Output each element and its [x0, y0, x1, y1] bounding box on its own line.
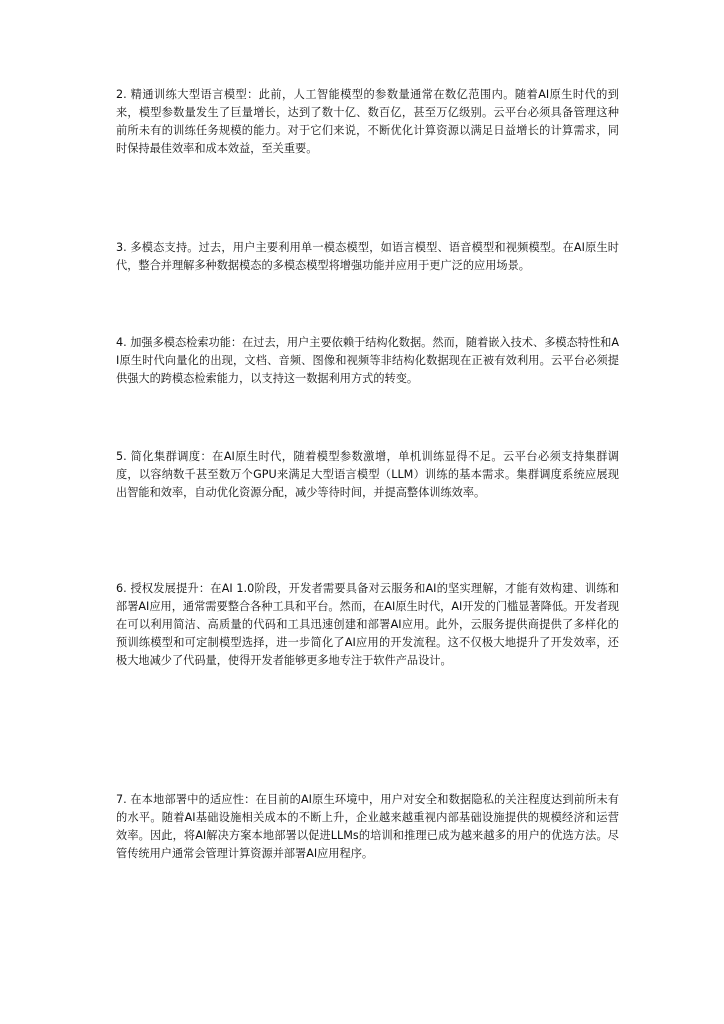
- paragraph-4-multimodal-retrieval: 4. 加强多模态检索功能：在过去，用户主要依赖于结构化数据。然而，随着嵌入技术、多模态特性和AI原生时代向量化的出现，文档、音频、图像和视频等非结构化数据现在正被有效利用。云平台必须提供强大的跨模态检索能力，以支持这一数据利用方式的转变。: [116, 336, 619, 385]
- paragraph-2-training-llm: 2. 精通训练大型语言模型：此前，人工智能模型的参数量通常在数亿范围内。随着AI原生时代的到来，模型参数量发生了巨量增长，达到了数十亿、数百亿，甚至万亿级别。云平台必须具备管理这种前所未有的训练任务规模的能力。对于它们来说，不断优化计算资源以满足日益增长的计算需求，同时保持最佳效率和成本效益，至关重要。: [116, 88, 619, 155]
- paragraph-6-development-empowerment: 6. 授权发展提升：在AI 1.0阶段，开发者需要具备对云服务和AI的坚实理解，才能有效构建、训练和部署AI应用，通常需要整合各种工具和平台。然而，在AI原生时代，AI开发的门槛显著降低。开发者现在可以利用简洁、高质量的代码和工具迅速创建和部署AI应用。此外，云服务提供商提供了多样化的预训练模型和可定制模型选择，进一步简化了AI应用的开发流程。这不仅极大地提升了开发效率，还极大地减少了代码量，使得开发者能够更多地专注于软件产品设计。: [116, 582, 619, 667]
- paragraph-5-cluster-scheduling: 5. 简化集群调度：在AI原生时代，随着模型参数激增，单机训练显得不足。云平台必须支持集群调度，以容纳数千甚至数万个GPU来满足大型语言模型（LLM）训练的基本需求。集群调度系统应展现出智能和效率，自动优化资源分配，减少等待时间，并提高整体训练效率。: [116, 450, 619, 499]
- paragraph-3-multimodal-support: 3. 多模态支持。过去，用户主要利用单一模态模型，如语言模型、语音模型和视频模型。在AI原生时代，整合并理解多种数据模态的多模态模型将增强功能并应用于更广泛的应用场景。: [116, 241, 619, 272]
- paragraph-7-local-deployment: 7. 在本地部署中的适应性：在目前的AI原生环境中，用户对安全和数据隐私的关注程度达到前所未有的水平。随着AI基础设施相关成本的不断上升，企业越来越重视内部基础设施提供的规模经济和运营效率。因此，将AI解决方案本地部署以促进LLMs的培训和推理已成为越来越多的用户的优选方法。尽管传统用户通常会管理计算资源并部署AI应用程序。: [116, 793, 619, 860]
